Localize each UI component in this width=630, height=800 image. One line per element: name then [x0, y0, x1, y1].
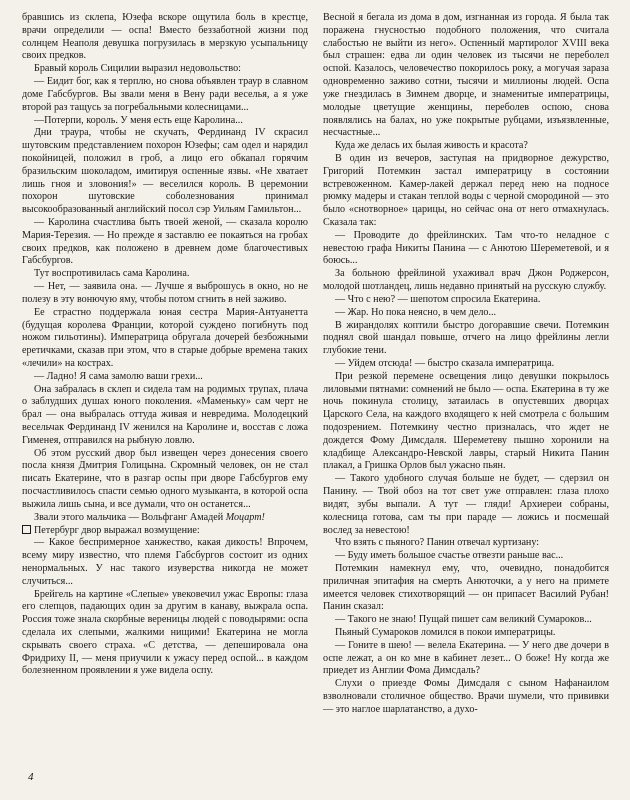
paragraph-text: — Что с нею? — шепотом спросила Екатерина.	[335, 293, 541, 305]
paragraph-text: Что взять с пьяного? Панин отвечал куртизану:	[335, 537, 540, 549]
paragraph-text: — Проводите до фрейлинских. Там что-то неладное с невестою графа Никиты Панина — с Анютою Шереметевой, и я боюсь...	[323, 229, 609, 267]
paragraph	[323, 563, 609, 614]
paragraph	[323, 537, 609, 550]
paragraph	[323, 140, 609, 153]
paragraph	[22, 115, 308, 128]
paragraph	[22, 448, 308, 512]
paragraph	[22, 63, 308, 76]
paragraph-text: — Такого не знаю! Пущай пишет сам великий Сумароков...	[335, 614, 592, 626]
right-column	[323, 12, 609, 717]
paragraph-text: За больною фрейлиной ухаживал врач Джон Роджерсон, молодой шотландец, лишь недавно принятый на русскую службу.	[323, 268, 609, 293]
paragraph	[22, 537, 308, 588]
paragraph-text: Брейгель на картине «Слепые» увековечил ужас Европы: глаза его слепцов, падающих один за другим в канаву, выжрала оспа. Россия тоже знала скорбные вереницы людей с поводырями: оспа сделала их слепыми, жалкими нищими! Екатерина не могла скрывать своего страха. «С детства, — депешировала она Фридриху II, — меня приучили к ужасу перед оспой... в каждом болезненном проявлении я уже видела оспу.	[22, 588, 308, 677]
paragraph-text: —Потерпи, король. У меня есть еще Каролина...	[34, 114, 243, 126]
paragraph	[323, 614, 609, 627]
paragraph	[323, 294, 609, 307]
paragraph-text: — Такого удобного случая больше не будет, — сдерзил он Панину. — Твой обоз на тот свет уже отправлен: глаза плохо видят, зубы выпали. А тут — гляди! Архиереи собраны, колесница готова, сам ты при параде — ложись и посмешай вослед за невестою!	[323, 473, 609, 536]
paragraph-text: Бравый король Сицилии выразил недовольство:	[34, 63, 241, 75]
paragraph-text: Куда же делась их былая живость и красота?	[335, 140, 528, 152]
paragraph-text: Она забралась в склеп и сидела там на родимых трупах, плача о заблудших душах юного поколения. «Маменьку» сам черт не брал — она выбралась оттуда живая и невредима. Молодецкий весельчак Фердинанд IV женился на Каролине и, восстав с ложа Гименея, отправился на рыбную ловлю.	[22, 383, 308, 446]
paragraph	[323, 640, 609, 678]
paragraph	[22, 76, 308, 114]
paragraph	[22, 307, 308, 371]
paragraph-text: Звали этого мальчика — Вольфганг Амадей	[34, 511, 226, 523]
paragraph-text: — Ладно! Я сама замолю ваши грехи...	[34, 370, 203, 382]
paragraph	[22, 384, 308, 448]
paragraph-text: Петербург двор выражал возмущение:	[34, 524, 200, 536]
page-number: 4	[28, 771, 34, 783]
paragraph-text: Ее страстно поддержала юная сестра Мария-Антуанетта (будущая королева Франции, которой суждено погибнуть под ножом гильотины). Императрица обругала дочерей безбожными еретичками, сказав при этом, что в старые добрые времена таких «лечили» на кострах.	[22, 306, 308, 369]
paragraph-text: — Буду иметь большое счастье отвезти раньше вас...	[335, 550, 564, 562]
paragraph	[22, 281, 308, 307]
paragraph	[323, 153, 609, 230]
paragraph	[323, 627, 609, 640]
paragraph	[323, 678, 609, 716]
paragraph	[323, 230, 609, 268]
paragraph	[22, 268, 308, 281]
left-column	[22, 12, 308, 678]
paragraph-text: — Нет, — заявила она. — Лучше я выброшусь в окно, но не полезу в эту вонючую яму, чтобы потом сгнить в ней заживо.	[22, 281, 308, 305]
section-marker-icon	[22, 525, 31, 534]
paragraph	[22, 127, 308, 217]
paragraph-text: Потемкин намекнул ему, что, очевидно, понадобится приличная эпитафия на смерть Анюточки, а у него на примете имеется человек стихотворящий — он припасет Василий Рубан! Панин сказал:	[323, 562, 609, 613]
paragraph-text: — Каролина счастлива быть твоей женой, — сказала королю Мария-Терезия. — Но прежде я заставлю ее покаяться на гробах своих предков, как положено в древнем доме благочестивых Габсбургов.	[22, 217, 308, 267]
paragraph-text: Об этом русский двор был извещен через донесения своего посла князя Дмитрия Голицына. Скромный человек, он не стал писать Екатерине, что в разгар оспы при дворе Габсбургов ему посчастливилось спасти семью одного музыканта, в которой оспа выжила лишь сына, и все думали, что он останется...	[22, 447, 308, 510]
paragraph-text: В жирандолях коптили быстро догоравшие свечи. Потемкин поднял свой шандал повыше, отчего на лицо фрейлины легли глубокие тени.	[323, 319, 609, 357]
paragraph-text: — Жар. Но пока неясно, в чем дело...	[335, 306, 497, 318]
paragraph	[22, 217, 308, 268]
paragraph-continuation	[22, 12, 308, 63]
paragraph-text: — Какое беспримерное ханжество, какая дикость! Впрочем, всему миру известно, что племя Габсбургов состоит из одних ненормальных. У нас такого изуверства никогда не может случиться...	[22, 537, 308, 587]
paragraph	[323, 550, 609, 563]
paragraph-text: Дни траура, чтобы не скучать, Фердинанд IV скрасил шутовским представлением похорон Юзефы; сам одел и нарядил покойницей, положил в гроб, а лицо его обкапал горячим бразильским шоколадом, имитируя оспенные язвы. «Не хватает лишь гноя и зловония!» — веселился король. В церемонии похорон шутовские соболезнования принимал высокообразованный английский посол сэр Уильям Гамильтон...	[22, 127, 308, 216]
paragraph	[323, 358, 609, 371]
paragraph-text: — Еидит бог, как я терплю, но снова объявлен траур в славном доме Габсбургов. Вы звали меня в Вену ради веселья, а я уже второй раз тащусь за погребальными колесницами...	[22, 76, 308, 113]
paragraph-text: В один из вечеров, заступая на придворное дежурство, Григорий Потемкин застал императрицу в состоянии встревоженном. Камер-лакей держал перед нею на подносе рюмку мадеры и стакан теплой воды с черной смородиной — это было «снотворное» царицы, но сейчас она от него отмахнулась. Сказала так:	[323, 152, 609, 228]
paragraph-italic-text: Моцарт!	[225, 511, 265, 523]
paragraph	[22, 589, 308, 679]
paragraph-text: При резкой перемене освещения лицо девушки покрылось лиловыми пятнами: сомнений не было — оспа. Екатерина в ту же ночь покинула столицу, затаилась в опустевших дворцах Царского Села, на каждого входящего к ней смотрела с большим подозрением. Потемкину честно призналась, что ждет не дождется Фому Димсдаля. Шереметеву пышно хоронили на кладбище Александро-Невской лавры, старый Никита Панин плакал, а Гришка Орлов был ужасно пьян.	[323, 370, 609, 472]
paragraph-continuation	[323, 12, 609, 140]
paragraph	[323, 268, 609, 294]
paragraph	[323, 307, 609, 320]
paragraph-text: — Уйдем отсюда! — быстро сказала императрица.	[335, 357, 555, 369]
paragraph	[323, 473, 609, 537]
paragraph	[323, 320, 609, 358]
section-paragraph	[22, 525, 308, 538]
paragraph-text: — Гоните в шею! — велела Екатерина. — У него две дочери в оспе лежат, а он ко мне в кабинет лезет... О боже! Ну когда же приедет из Англии Фома Димсдаль?	[323, 639, 609, 677]
paragraph-text: Пьяный Сумароков ломился в покои императрицы.	[335, 627, 556, 638]
paragraph-text: Тут воспротивилась сама Каролина.	[34, 268, 190, 280]
paragraph-text: бравшись из склепа, Юзефа вскоре ощутила боль в крестце, врачи определили — оспа! Вместо беззаботной жизни под солнцем Неаполя девушка погрузилась в мерзкую усыпальницу своих предков.	[22, 12, 308, 62]
paragraph	[22, 371, 308, 384]
paragraph	[323, 371, 609, 474]
paragraph	[22, 512, 308, 525]
paragraph-text: Слухи о приезде Фомы Димсдаля с сыном Нафанаилом взволновали столичное общество. Врачи шумели, что прививки — это наглое шарлатанство, а духо-	[323, 678, 609, 715]
paragraph-text: Весной я бегала из дома в дом, изгнанная из города. Я была так поражена гнусностью подобного положения, что считала слабостью не выйти из него». Оспенный мартиролог XVIII века был страшен: едва ли один человек из тысячи не переболел оспой. Казалось, человечество покорилось року, а могучая зараза одновременно заживо сотни, тысячи и миллионы людей. Оспа уже гнездилась в Зимнем дворце, и знаменитые императрицы, молодые цветущие женщины, переболев оспою, снова появлялись на балах, но уже покрытые рубцами, изъязвленные, несчастные...	[323, 12, 609, 139]
